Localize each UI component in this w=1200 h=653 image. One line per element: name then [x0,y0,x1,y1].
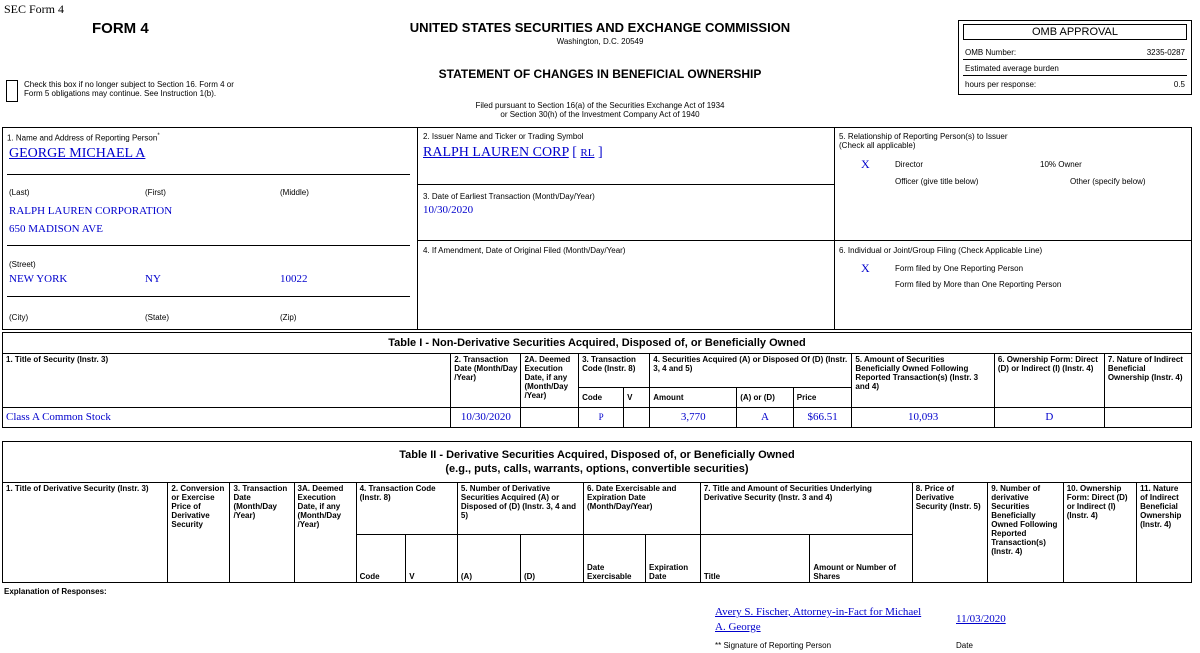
table2-title: Table II - Derivative Securities Acquired, Disposed of, or Beneficially Owned [399,449,795,461]
t1-col-deemed: 2A. Deemed Execution Date, if any (Month/Day /Year) [521,354,579,408]
box4-label: 4. If Amendment, Date of Original Filed (Month/Day/Year) [423,246,626,255]
table2-title-cell [3,442,1192,483]
sec-form-label: SEC Form 4 [4,2,65,16]
checkbox-instruction: Check this box if no longer subject to Section 16. Form 4 or Form 5 obligations may continue. See Instruction 1(b). [24,80,234,98]
t1-row-price: $66.51 [793,408,852,428]
t1-row-form: D [994,408,1104,428]
t2-sub-d: (D) [520,535,583,583]
t1-col-owned: 5. Amount of Securities Beneficially Owned Following Reported Transaction(s) (Instr. 3 and 4) [852,354,994,408]
agency-name: UNITED STATES SECURITIES AND EXCHANGE COMMISSION [409,20,791,35]
address-line2: 650 MADISON AVE [9,223,103,235]
t1-row-deemed [521,408,579,428]
box6-label: 6. Individual or Joint/Group Filing (Check Applicable Line) [839,246,1043,255]
ticker-bracket-close: ] [597,145,603,160]
t1-col-code: 3. Transaction Code (Instr. 8) [579,354,650,388]
box1-label: 1. Name and Address of Reporting Person* [7,133,160,143]
zip-label: (Zip) [280,313,297,322]
middle-label: (Middle) [280,188,309,197]
box5-label: 5. Relationship of Reporting Person(s) to Issuer [839,132,1008,141]
address-line1: RALPH LAUREN CORPORATION [9,205,173,217]
reporting-person-name[interactable]: GEORGE MICHAEL A [9,146,146,161]
t1-sub-v: V [624,388,650,408]
no-longer-subject-checkbox[interactable] [6,80,18,102]
agency-location: Washington, D.C. 20549 [556,37,644,46]
director-mark: X [861,157,870,171]
state-value: NY [145,273,161,285]
t1-col-securities: 4. Securities Acquired (A) or Disposed Of (D) (Instr. 3, 4 and 5) [650,354,852,388]
signature-line2[interactable]: A. George [715,621,761,633]
t1-row-date: 10/30/2020 [451,408,521,428]
t1-col-title: 1. Title of Security (Instr. 3) [3,354,451,408]
signature-date[interactable]: 11/03/2020 [956,613,1006,625]
omb-hours-value: 0.5 [1173,80,1185,89]
table2-subtitle: (e.g., puts, calls, warrants, options, convertible securities) [445,463,749,475]
one-person-mark: X [861,261,870,275]
t2-col-conversion: 2. Conversion or Exercise Price of Derivative Security [168,483,230,583]
t2-sub-code: Code [356,535,406,583]
t2-col-owned: 9. Number of derivative Securities Beneficially Owned Following Reported Transaction(s) (Instr. 4) [988,483,1063,583]
signature-line1[interactable]: Avery S. Fischer, Attorney-in-Fact for Michael [715,606,922,618]
t2-col-form: 10. Ownership Form: Direct (D) or Indirect (I) (Instr. 4) [1063,483,1136,583]
omb-burden-label: Estimated average burden [965,64,1059,73]
ticker-bracket-open: [ [572,145,577,160]
t1-sub-aord: (A) or (D) [737,388,794,408]
ten-percent-owner-label: 10% Owner [1040,160,1082,169]
t1-row-amount: 3,770 [650,408,737,428]
t2-col-title: 1. Title of Derivative Security (Instr. 3) [3,483,168,583]
issuer-name-link[interactable]: RALPH LAUREN CORP [423,145,569,160]
t2-col-deemed: 3A. Deemed Execution Date, if any (Month/Day /Year) [294,483,356,583]
t1-row-aord: A [737,408,794,428]
t2-col-price: 8. Price of Derivative Security (Instr. 5) [912,483,987,583]
t2-col-code: 4. Transaction Code (Instr. 8) [356,483,457,535]
t1-sub-amount: Amount [650,388,737,408]
t2-col-exercisable: 6. Date Exercisable and Expiration Date (Month/Day/Year) [584,483,701,535]
t2-sub-amount: Amount or Number of Shares [810,535,912,583]
t2-col-number: 5. Number of Derivative Securities Acquired (A) or Disposed of (D) (Instr. 3, 4 and 5) [457,483,583,535]
t2-sub-title: Title [700,535,810,583]
earliest-transaction-date: 10/30/2020 [423,204,474,216]
date-label: Date [956,641,973,650]
ticker-link[interactable]: RL [580,147,595,159]
filed-pursuant-2: or Section 30(h) of the Investment Company Act of 1940 [500,110,700,119]
signature-label: ** Signature of Reporting Person [715,641,832,650]
street-label: (Street) [9,260,36,269]
t1-row-owned: 10,093 [852,408,994,428]
t1-row-v [624,408,650,428]
one-person-label: Form filed by One Reporting Person [895,264,1024,273]
t2-sub-v: V [406,535,458,583]
t1-row-title: Class A Common Stock [3,408,451,428]
t2-sub-exp: Expiration Date [646,535,701,583]
box5-sublabel: (Check all applicable) [839,141,916,150]
form-title: FORM 4 [92,20,149,37]
t1-col-nature: 7. Nature of Indirect Beneficial Ownership (Instr. 4) [1104,354,1191,408]
filed-pursuant-1: Filed pursuant to Section 16(a) of the Securities Exchange Act of 1934 [475,101,725,110]
omb-title: OMB APPROVAL [963,24,1187,40]
t1-col-date: 2. Transaction Date (Month/Day /Year) [451,354,521,408]
city-value: NEW YORK [9,273,68,285]
first-label: (First) [145,188,166,197]
table-row [3,408,1192,428]
t2-col-underlying: 7. Title and Amount of Securities Underlying Derivative Security (Instr. 3 and 4) [700,483,912,535]
t1-sub-code: Code [579,388,624,408]
omb-number-label: OMB Number: [965,48,1017,57]
table2-derivative [2,441,1192,583]
t2-col-date: 3. Transaction Date (Month/Day /Year) [230,483,294,583]
last-label: (Last) [9,188,30,197]
omb-number-value: 3235-0287 [1146,48,1185,57]
more-person-label: Form filed by More than One Reporting Person [895,280,1062,289]
box3-label: 3. Date of Earliest Transaction (Month/Day/Year) [423,192,595,201]
table1-non-derivative [2,332,1192,428]
statement-title: STATEMENT OF CHANGES IN BENEFICIAL OWNERSHIP [438,67,762,81]
zip-value: 10022 [280,273,308,285]
director-label: Director [895,160,924,169]
t1-row-nature [1104,408,1191,428]
box2-label: 2. Issuer Name and Ticker or Trading Symbol [423,132,584,141]
table1-title: Table I - Non-Derivative Securities Acquired, Disposed of, or Beneficially Owned [3,333,1192,354]
t2-sub-a: (A) [457,535,520,583]
t1-col-form: 6. Ownership Form: Direct (D) or Indirect (I) (Instr. 4) [994,354,1104,408]
issuer-line [423,145,603,161]
explanation-label: Explanation of Responses: [4,587,107,596]
state-label: (State) [145,313,170,322]
t2-col-nature: 11. Nature of Indirect Beneficial Ownership (Instr. 4) [1137,483,1192,583]
officer-label: Officer (give title below) [895,177,979,186]
signature-name[interactable] [715,605,921,635]
t1-row-code: P [579,408,624,428]
t2-sub-date-ex: Date Exercisable [584,535,646,583]
t1-sub-price: Price [793,388,852,408]
omb-approval-box [958,20,1192,95]
other-label: Other (specify below) [1070,177,1146,186]
omb-hours-label: hours per response: [965,80,1037,89]
city-label: (City) [9,313,29,322]
